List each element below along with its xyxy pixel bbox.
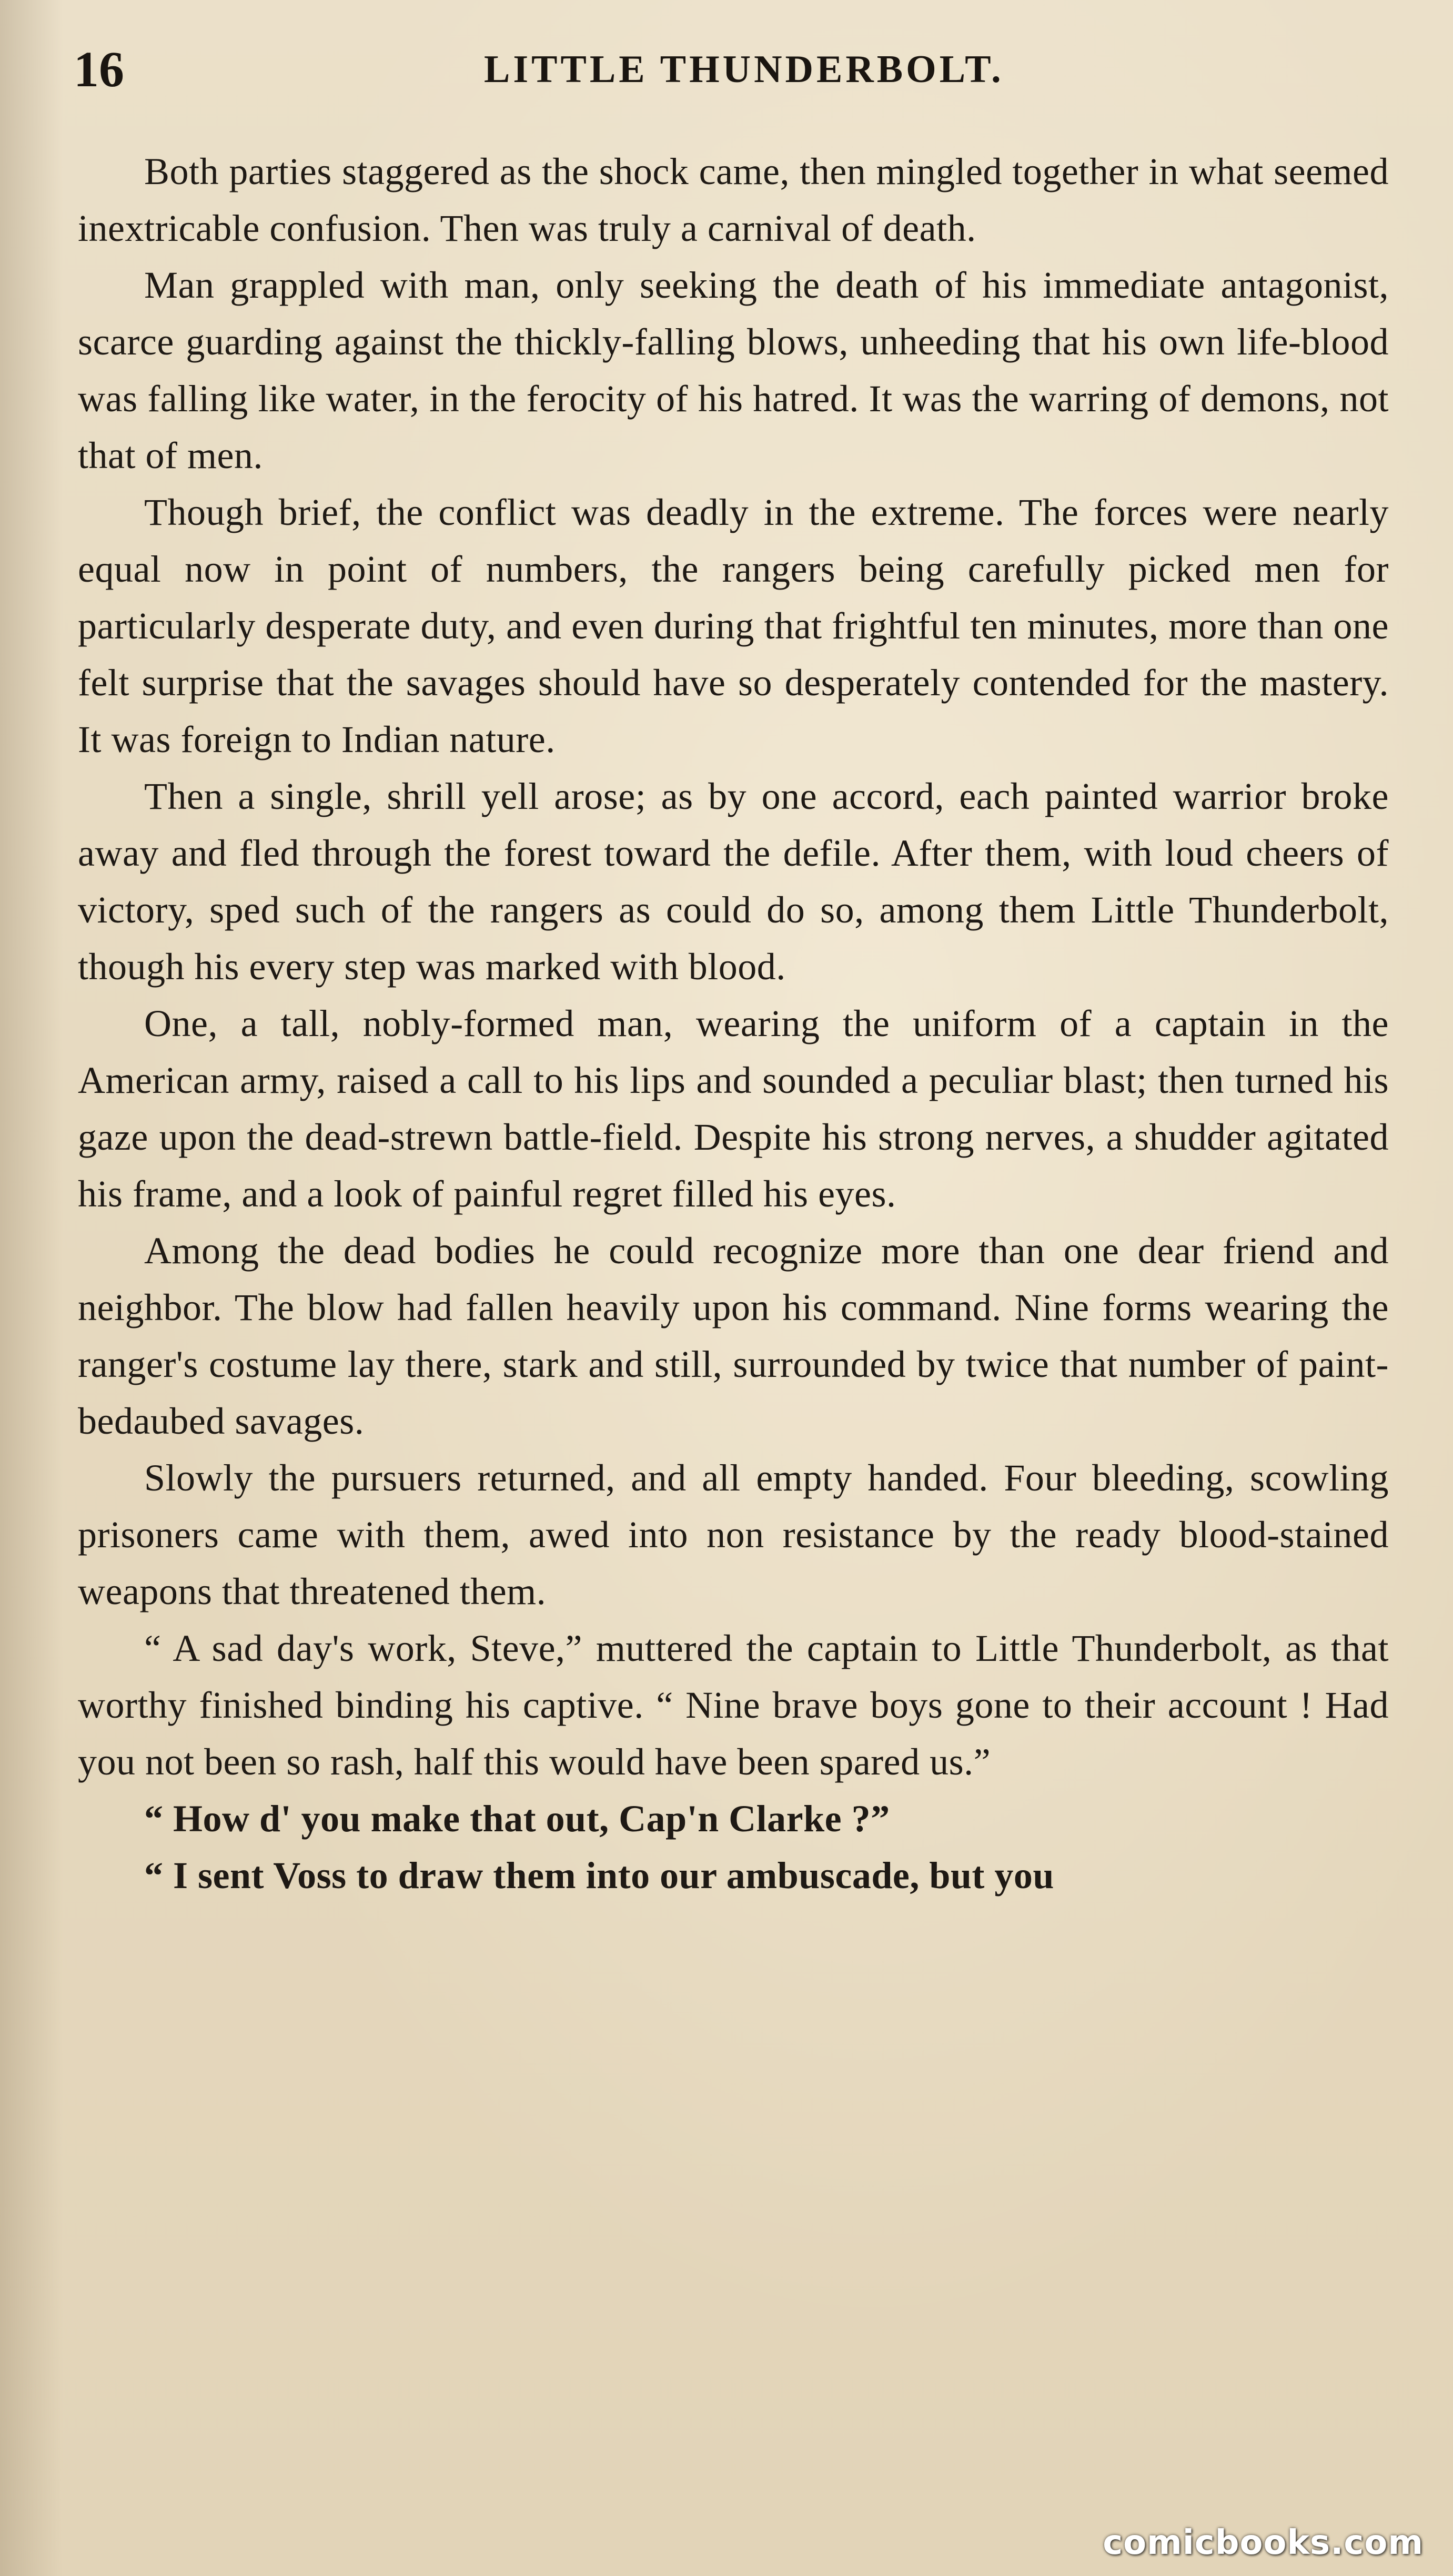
body-text bbox=[78, 143, 1389, 1904]
paragraph: “ How d' you make that out, Cap'n Clarke ?” bbox=[144, 1798, 890, 1840]
paragraph: One, a tall, nobly-formed man, wearing the uniform of a captain in the American army, raised a call to his lips and sounded a peculiar blast; then turned his gaze upon the dead-strewn battle-field. Despite his strong nerves, a shudder agitated his frame, and a look of painful regret filled his eyes. bbox=[78, 1002, 1389, 1215]
paragraph: “ A sad day's work, Steve,” muttered the captain to Little Thunderbolt, as that worthy finished binding his captive. “ Nine brave boys gone to their account ! Had you not been so rash, half this would have been spared us.” bbox=[78, 1627, 1389, 1783]
paragraph: Slowly the pursuers returned, and all empty handed. Four bleeding, scowling prisoners came with them, awed into non resistance by the ready blood-stained weapons that threatened them. bbox=[78, 1457, 1389, 1612]
paragraph: Both parties staggered as the shock came, then mingled together in what seemed inextricable confusion. Then was truly a carnival of death. bbox=[78, 150, 1389, 249]
page-edge-shadow bbox=[0, 0, 63, 2576]
watermark: comicbooks.com bbox=[1103, 2523, 1424, 2562]
paragraph: “ I sent Voss to draw them into our ambuscade, but you bbox=[144, 1854, 1054, 1896]
paragraph: Then a single, shrill yell arose; as by one accord, each painted warrior broke away and fled through the forest toward the defile. After them, with loud cheers of victory, sped such of the rangers as could do so, among them Little Thunderbolt, though his every step was marked with blood. bbox=[78, 775, 1389, 988]
paragraph: Though brief, the conflict was deadly in the extreme. The forces were nearly equal now in point of numbers, the rangers being carefully picked men for particularly desperate duty, and even during that frightful ten minutes, more than one felt surprise that the savages should have so desperately contended for the mastery. It was foreign to Indian nature. bbox=[78, 491, 1389, 760]
running-head: LITTLE THUNDERBOLT. bbox=[484, 48, 1004, 91]
page-header bbox=[74, 33, 1399, 106]
page-number: 16 bbox=[74, 41, 124, 97]
paragraph: Man grappled with man, only seeking the death of his immediate antagonist, scarce guarding against the thickly-falling blows, unheeding that his own life-blood was falling like water, in the ferocity of his hatred. It was the warring of demons, not that of men. bbox=[78, 264, 1389, 476]
paragraph: Among the dead bodies he could recognize more than one dear friend and neighbor. The blow had fallen heavily upon his command. Nine forms wearing the ranger's costume lay there, stark and still, surrounded by twice that number of paint-bedaubed savages. bbox=[78, 1230, 1389, 1442]
